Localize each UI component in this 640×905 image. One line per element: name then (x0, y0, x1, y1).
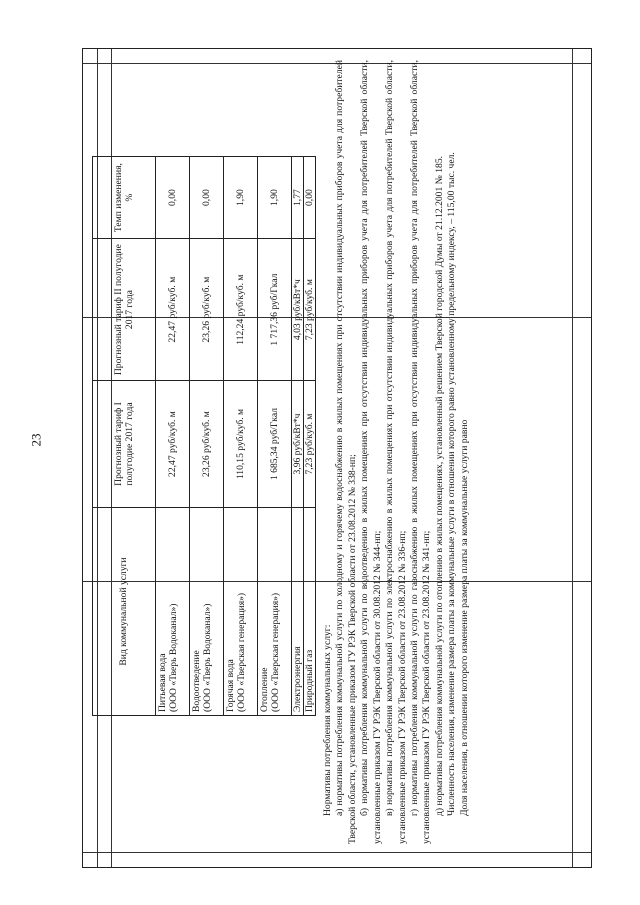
tariff2-cell: 1 717,36 руб/Гкал (258, 239, 292, 381)
header-service: Вид коммунальной услуги (93, 507, 156, 715)
table-row (258, 157, 292, 716)
service-cell (258, 507, 292, 715)
tariff1-cell: 1 685,34 руб/Гкал (258, 381, 292, 508)
page-number: 23 (28, 433, 44, 447)
service-name: Водоотведение (191, 650, 202, 712)
tariff2-cell: 23,26 руб/куб. м (190, 239, 224, 381)
body-text (322, 60, 471, 844)
paragraph-a: а) нормативы потребления коммунальной услуги по холодному и горячему водоснабжению в жилых помещениях при отсутствии индивидуальных приборов учета для потребителей Тверской области, установленные приказом ГУ РЭК Тверской области от 23.08.2012 № 338-нп; (334, 60, 358, 844)
rate-cell: 1,90 (224, 157, 258, 239)
service-provider: (ООО «Тверь Водоканал») (202, 603, 214, 712)
paragraph-g: г) нормативы потребления коммунальной услуги по газоснабжению в жилых помещениях при отсутствии индивидуальных приборов учета для потребителей Тверской области, установленные приказом ГУ РЭК Тверской области от 23.08.2012 № 341-нп; (408, 60, 433, 844)
tariff1-cell: 7,23 руб/куб. м (304, 381, 316, 508)
rate-cell: 0,00 (190, 157, 224, 239)
share-paragraph: Доля населения, в отношении которого изменение размера платы за коммунальные услуги равно (458, 419, 470, 816)
header-tariff-h1: Прогнозный тариф I полугодие 2017 года (93, 381, 156, 508)
service-name: Горячая вода (225, 659, 236, 712)
header-tariff-h2: Прогнозный тариф II полугодие 2017 года (93, 239, 156, 381)
service-name: Отопление (259, 667, 270, 712)
tariff2-cell: 112,24 руб/куб. м (224, 239, 258, 381)
service-name: Питьевая вода (157, 653, 168, 712)
tariff-table (92, 156, 316, 716)
rate-cell: 0,00 (304, 157, 316, 239)
service-cell (224, 507, 258, 715)
paragraph-v: в) нормативы потребления коммунальной услуги по электроснабжению в жилых помещениях при отсутствии индивидуальных приборов учета для потребителей Тверской области, установленные приказом ГУ РЭК Тверской области от 23.08.2012 № 336-нп; (384, 60, 408, 844)
service-cell (156, 507, 190, 715)
service-provider: (ООО «Тверская генерация») (270, 592, 282, 712)
table-row (224, 157, 258, 716)
table-header-row (93, 157, 156, 716)
table-row (190, 157, 224, 716)
paragraph-b: б) нормативы потребления коммунальной услуги по водоотведению в жилых помещениях при отсутствии индивидуальных приборов учета для потребителей Тверской области, установленные приказом ГУ РЭК Тверской области от 30.08.2012 № 344-нп; (359, 60, 383, 844)
table-row (304, 157, 316, 716)
rate-cell: 1,77 (292, 157, 304, 239)
service-provider: (ООО «Тверская генерация») (236, 592, 248, 712)
rate-cell: 1,90 (258, 157, 292, 239)
tariff2-cell: 7,23 руб/куб. м (304, 239, 316, 381)
population-paragraph: Численность населения, изменение размера платы за коммунальные услуги в отношении которого равно установленному предельному индексу, – 115,00 тыс. чел. (446, 152, 458, 816)
rate-cell: 0,00 (156, 157, 190, 239)
norms-heading: Нормативы потребления коммунальных услуг: (322, 624, 334, 816)
tariff2-cell: 22,47 руб/куб. м (156, 239, 190, 381)
tariff1-cell: 110,15 руб/куб. м (224, 381, 258, 508)
table-row (156, 157, 190, 716)
tariff1-cell: 22,47 руб/куб. м (156, 381, 190, 508)
service-cell: Природный газ (304, 507, 316, 715)
table-row (292, 157, 304, 716)
service-provider: (ООО «Тверь Водоканал») (168, 603, 180, 712)
service-cell (190, 507, 224, 715)
paragraph-d: д) нормативы потребления коммунальной услуги по отоплению в жилых помещениях, установленный решением Тверской городской Думы от 21.12.2001 № 185. (433, 155, 445, 816)
service-cell: Электроэнергия (292, 507, 304, 715)
header-rate: Темп изменения, % (93, 157, 156, 239)
rotated-content (92, 54, 582, 866)
tariff2-cell: 4,03 руб/кВт*ч (292, 239, 304, 381)
tariff1-cell: 3,96 руб/кВт*ч (292, 381, 304, 508)
tariff1-cell: 23,26 руб/куб. м (190, 381, 224, 508)
